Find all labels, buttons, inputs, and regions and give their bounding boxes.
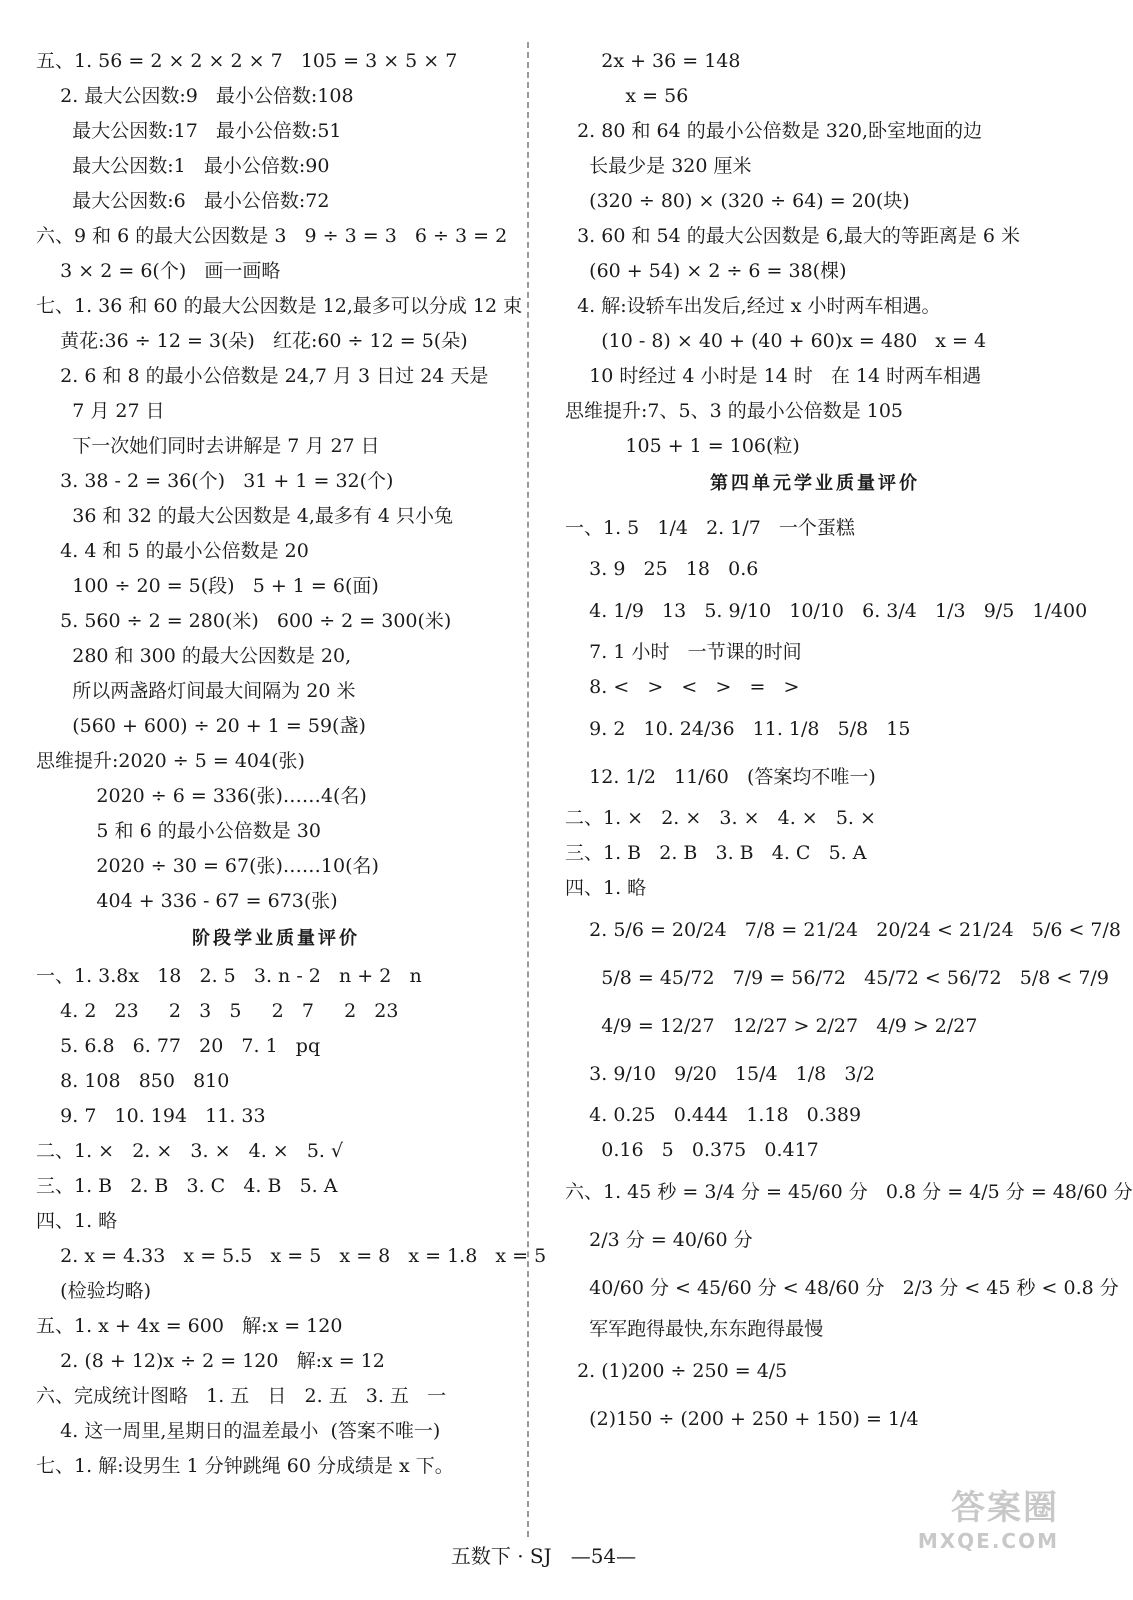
- answer-line: (320 ÷ 80) × (320 ÷ 64) = 20(块): [565, 190, 910, 212]
- answer-line: 2. (8 + 12)x ÷ 2 = 120 解:x = 12: [36, 1350, 385, 1372]
- watermark: [918, 1480, 1059, 1553]
- answer-line: 4. 2 23 2 3 5 2 7 2 23: [36, 1000, 399, 1022]
- answer-line: x = 56: [565, 85, 689, 107]
- answer-line: 5/8 = 45/72 7/9 = 56/72 45/72 < 56/72 5/8 < 7/9: [565, 967, 1109, 989]
- answer-line: 10 时经过 4 小时是 14 时 在 14 时两车相遇: [565, 365, 982, 387]
- watermark-url: MXQE.COM: [917, 1529, 1059, 1553]
- answer-line: 所以两盏路灯间最大间隔为 20 米: [36, 680, 356, 702]
- answer-line: 五、1. 56 = 2 × 2 × 2 × 7 105 = 3 × 5 × 7: [36, 50, 458, 72]
- answer-line: 最大公因数:6 最小公倍数:72: [36, 190, 330, 212]
- answer-line: 2020 ÷ 30 = 67(张)……10(名): [36, 855, 379, 877]
- answer-line: 2. 6 和 8 的最小公倍数是 24,7 月 3 日过 24 天是: [36, 365, 489, 387]
- answer-line: 100 ÷ 20 = 5(段) 5 + 1 = 6(面): [36, 575, 379, 597]
- answer-line: 三、1. B 2. B 3. B 4. C 5. A: [565, 842, 867, 864]
- answer-line: 五、1. x + 4x = 600 解:x = 120: [36, 1315, 343, 1337]
- answer-line: 3 × 2 = 6(个) 画一画略: [36, 260, 281, 282]
- watermark-logo: 答案圈: [951, 1488, 1059, 1528]
- answer-line: 一、1. 3.8x 18 2. 5 3. n - 2 n + 2 n: [36, 965, 422, 987]
- column-divider: [527, 42, 529, 1537]
- answer-line: 4/9 = 12/27 12/27 > 2/27 4/9 > 2/27: [565, 1015, 978, 1037]
- answer-line: 8. 108 850 810: [36, 1070, 230, 1092]
- answer-line: 2. (1)200 ÷ 250 = 4/5: [565, 1360, 788, 1382]
- answer-line: (60 + 54) × 2 ÷ 6 = 38(棵): [565, 260, 847, 282]
- section-title: 第四单元学业质量评价: [710, 473, 920, 494]
- answer-line: (10 - 8) × 40 + (40 + 60)x = 480 x = 4: [565, 330, 987, 352]
- answer-line: 七、1. 36 和 60 的最大公因数是 12,最多可以分成 12 束: [36, 295, 523, 317]
- answer-line: (2)150 ÷ (200 + 250 + 150) = 1/4: [565, 1408, 919, 1430]
- answer-line: 六、1. 45 秒 = 3/4 分 = 45/60 分 0.8 分 = 4/5 分 = 48/60 分: [565, 1181, 1133, 1203]
- answer-line: 长最少是 320 厘米: [565, 155, 752, 177]
- answer-line: 3. 9 25 18 0.6: [565, 558, 759, 580]
- right-answer-column: [565, 44, 1133, 1443]
- answer-line: 5 和 6 的最小公倍数是 30: [36, 820, 321, 842]
- answer-line: 4. 这一周里,星期日的温差最小 (答案不唯一): [36, 1420, 441, 1442]
- page-footer: 五数下 · SJ —54—: [450, 1544, 637, 1568]
- answer-line: (检验均略): [36, 1280, 151, 1302]
- answer-line: 下一次她们同时去讲解是 7 月 27 日: [36, 435, 380, 457]
- answer-line: 一、1. 5 1/4 2. 1/7 一个蛋糕: [565, 517, 855, 539]
- answer-line: 7. 1 小时 一节课的时间: [565, 641, 802, 663]
- answer-line: 军军跑得最快,东东跑得最慢: [565, 1318, 824, 1340]
- answer-line: 0.16 5 0.375 0.417: [565, 1139, 819, 1161]
- answer-line: 4. 4 和 5 的最小公倍数是 20: [36, 540, 309, 562]
- answer-line: 2. 80 和 64 的最小公倍数是 320,卧室地面的边: [565, 120, 983, 142]
- answer-line: 六、完成统计图略 1. 五 日 2. 五 3. 五 一: [36, 1385, 447, 1407]
- section-title: 阶段学业质量评价: [192, 928, 360, 949]
- answer-line: 5. 6.8 6. 77 20 7. 1 pq: [36, 1035, 321, 1057]
- answer-line: 36 和 32 的最大公因数是 4,最多有 4 只小兔: [36, 505, 454, 527]
- answer-line: 四、1. 略: [565, 877, 647, 899]
- answer-line: 3. 38 - 2 = 36(个) 31 + 1 = 32(个): [36, 470, 394, 492]
- answer-line: 5. 560 ÷ 2 = 280(米) 600 ÷ 2 = 300(米): [36, 610, 452, 632]
- answer-line: 3. 9/10 9/20 15/4 1/8 3/2: [565, 1063, 875, 1085]
- answer-line: 2. 5/6 = 20/24 7/8 = 21/24 20/24 < 21/24 5/6 < 7/8: [565, 919, 1122, 941]
- answer-line: 思维提升:7、5、3 的最小公倍数是 105: [565, 400, 904, 422]
- answer-line: 最大公因数:1 最小公倍数:90: [36, 155, 330, 177]
- answer-line: 六、9 和 6 的最大公因数是 3 9 ÷ 3 = 3 6 ÷ 3 = 2: [36, 225, 508, 247]
- left-answer-column: [36, 44, 547, 1484]
- answer-line: 404 + 336 - 67 = 673(张): [36, 890, 338, 912]
- answer-line: 280 和 300 的最大公因数是 20,: [36, 645, 352, 667]
- answer-line: 40/60 分 < 45/60 分 < 48/60 分 2/3 分 < 45 秒 < 0.8 分: [565, 1277, 1119, 1299]
- answer-line: 2020 ÷ 6 = 336(张)……4(名): [36, 785, 367, 807]
- answer-line: (560 + 600) ÷ 20 + 1 = 59(盏): [36, 715, 366, 737]
- answer-line: 2. 最大公因数:9 最小公倍数:108: [36, 85, 354, 107]
- answer-line: 四、1. 略: [36, 1210, 118, 1232]
- answer-line: 3. 60 和 54 的最大公因数是 6,最大的等距离是 6 米: [565, 225, 1021, 247]
- answer-line: 2/3 分 = 40/60 分: [565, 1229, 753, 1251]
- answer-line: 8. < > < > = >: [565, 676, 800, 698]
- answer-line: 9. 7 10. 194 11. 33: [36, 1105, 266, 1127]
- answer-line: 三、1. B 2. B 3. C 4. B 5. A: [36, 1175, 338, 1197]
- answer-line: 9. 2 10. 24/36 11. 1/8 5/8 15: [565, 718, 911, 740]
- answer-line: 黄花:36 ÷ 12 = 3(朵) 红花:60 ÷ 12 = 5(朵): [36, 330, 468, 352]
- answer-line: 2x + 36 = 148: [565, 50, 741, 72]
- answer-line: 最大公因数:17 最小公倍数:51: [36, 120, 342, 142]
- answer-line: 4. 1/9 13 5. 9/10 10/10 6. 3/4 1/3 9/5 1/400: [565, 600, 1088, 622]
- answer-line: 二、1. × 2. × 3. × 4. × 5. ×: [565, 807, 876, 829]
- answer-line: 二、1. × 2. × 3. × 4. × 5. √: [36, 1140, 344, 1162]
- answer-line: 2. x = 4.33 x = 5.5 x = 5 x = 8 x = 1.8 x = 5: [36, 1245, 547, 1267]
- answer-line: 七、1. 解:设男生 1 分钟跳绳 60 分成绩是 x 下。: [36, 1455, 454, 1477]
- answer-line: 思维提升:2020 ÷ 5 = 404(张): [36, 750, 305, 772]
- answer-line: 4. 解:设轿车出发后,经过 x 小时两车相遇。: [565, 295, 941, 317]
- answer-line: 12. 1/2 11/60 (答案均不唯一): [565, 766, 876, 788]
- answer-line: 7 月 27 日: [36, 400, 165, 422]
- answer-line: 105 + 1 = 106(粒): [565, 435, 800, 457]
- answer-line: 4. 0.25 0.444 1.18 0.389: [565, 1104, 862, 1126]
